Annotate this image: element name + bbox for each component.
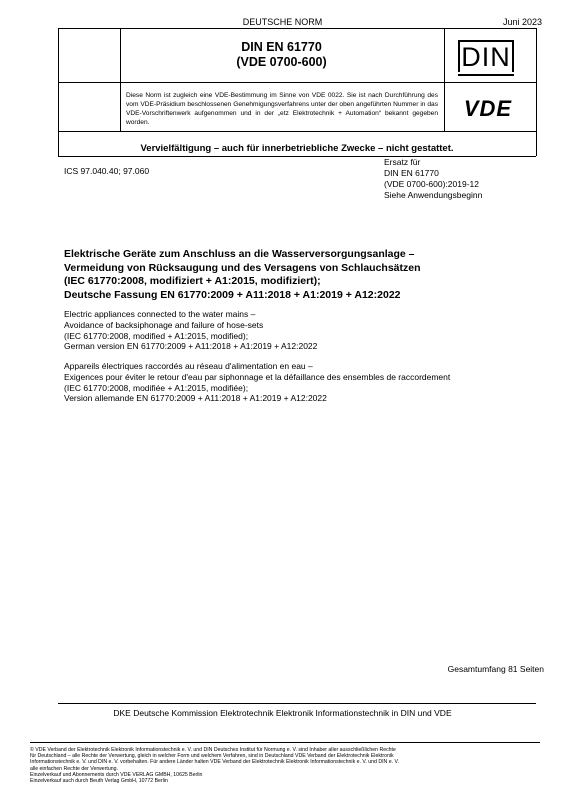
footer-line: Einzelverkauf auch durch Beuth Verlag GmbH, 10772 Berlin [30, 778, 168, 785]
vde-statement: Diese Norm ist zugleich eine VDE-Bestimmung im Sinne von VDE 0022. Sie ist nach Durchführung des vom VDE-Präsidium beschlossenen Genehmigungsverfahrens unter der oben angeführten Nummer in das VDE-Vorschriftenwerk aufgenommen und in der „etz Elektrotechnik + Automation“ bekannt gegeben worden. [126, 92, 438, 126]
replacement-line: (VDE 0700-600):2019-12 [384, 179, 479, 189]
footer-line: alle einfachen Rechte der Verwertung. [30, 765, 118, 772]
english-title-line: Avoidance of backsiphonage and failure of hose-sets [64, 319, 264, 330]
french-title-line: (IEC 61770:2008, modifiée + A1:2015, modifiée); [64, 382, 249, 393]
din-logo [458, 40, 514, 76]
title-left-divider [120, 28, 121, 131]
copyright-footer [30, 747, 540, 784]
dke-top-rule [58, 703, 536, 704]
replacement-line: Siehe Anwendungsbeginn [384, 190, 483, 200]
dke-committee: DKE Deutsche Kommission Elektrotechnik Elektronik Informationstechnik in DIN und VDE [113, 708, 452, 718]
footer-line: für Deutschland – alle Rechte der Verwertung, gleich in welcher Form und welchem Verfahren, sind in Deutschland VDE Verband der Elektrotechnik Elektronik [30, 753, 394, 760]
total-pages: Gesamtumfang 81 Seiten [447, 664, 544, 674]
vde-number: (VDE 0700-600) [236, 55, 327, 69]
german-title-line: Vermeidung von Rücksaugung und des Versagens von Schlauchsätzen [64, 261, 421, 274]
title-rule [58, 82, 536, 83]
din-logo-text: DIN [461, 42, 511, 72]
english-title-line: German version EN 61770:2009 + A11:2018 + A1:2019 + A12:2022 [64, 341, 318, 352]
vde-rule [58, 131, 536, 132]
english-title-line: Electric appliances connected to the water mains – [64, 309, 256, 319]
french-title-line: Exigences pour éviter le retour d'eau par siphonnage et la défaillance des ensembles de raccordement [64, 371, 451, 382]
english-title [64, 309, 534, 352]
german-title-line: (IEC 61770:2008, modifiziert + A1:2015, modifiziert); [64, 275, 321, 287]
footer-rule [30, 742, 540, 743]
replacement-line: Ersatz für [384, 157, 421, 167]
vde-logo: VDE [463, 96, 513, 121]
replacement-line: DIN EN 61770 [384, 168, 439, 178]
left-border [58, 28, 59, 156]
french-title-line: Version allemande EN 61770:2009 + A11:2018 + A1:2019 + A12:2022 [64, 393, 327, 404]
document-type-label: DEUTSCHE NORM [242, 17, 323, 27]
french-title [64, 361, 534, 404]
title-right-divider [444, 28, 445, 131]
ics-code: ICS 97.040.40; 97.060 [64, 166, 150, 176]
footer-line: Einzelverkauf und Abonnements durch VDE VERLAG GMBH, 10625 Berlin [30, 771, 203, 778]
german-title-line: Deutsche Fassung EN 61770:2009 + A11:2018 + A1:2019 + A12:2022 [64, 288, 401, 301]
standard-number: DIN EN 61770 [241, 40, 322, 54]
standard-title [123, 40, 440, 70]
footer-line: Informationstechnik e. V. und DIN e. V. vorbehalten. Für andere Länder halten VDE Verband der Elektrotechnik Elektronik Informationstechnik e. V. und DIN e. V. [30, 759, 399, 766]
publication-date: Juni 2023 [502, 17, 542, 27]
replacement-info [384, 157, 482, 201]
top-rule [58, 28, 536, 29]
reproduction-notice: Vervielfältigung – auch für innerbetriebliche Zwecke – nicht gestattet. [140, 143, 454, 154]
english-title-line: (IEC 61770:2008, modified + A1:2015, modified); [64, 330, 249, 341]
german-title-line: Elektrische Geräte zum Anschluss an die Wasserversorgungsanlage – [64, 248, 415, 260]
footer-line: © VDE Verband der Elektrotechnik Elektronik Informationstechnik e. V. und DIN Deutsches Institut für Normung e. V. sind Inhaber aller ausschließlichen Rechte [30, 747, 396, 753]
german-title [64, 248, 534, 302]
french-title-line: Appareils électriques raccordés au réseau d'alimentation en eau – [64, 361, 313, 371]
right-border [536, 28, 537, 156]
